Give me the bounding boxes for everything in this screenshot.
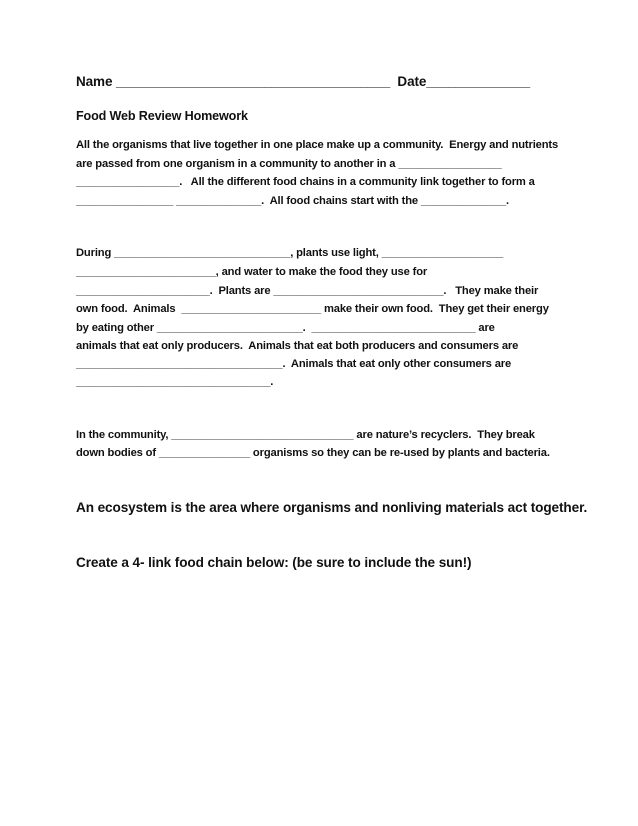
paragraph-line: _________________. All the different food chains in a community link together to form a (76, 176, 535, 188)
worksheet-title: Food Web Review Homework (76, 109, 248, 123)
paragraph-line: During _____________________________, plants use light, ____________________ (76, 247, 504, 259)
paragraph-line: down bodies of _______________ organisms so they can be re-used by plants and bacteria. (76, 447, 550, 459)
food-chain-instruction: Create a 4- link food chain below: (be sure to include the sun!) (76, 555, 472, 570)
paragraph-line: _______________________, and water to make the food they use for (76, 266, 428, 278)
paragraph-line: ________________________________. (76, 376, 274, 388)
paragraph-line: All the organisms that live together in one place make up a community. Energy and nutrients (76, 139, 559, 151)
paragraph-line: ________________ ______________. All food chains start with the ______________. (76, 195, 509, 207)
paragraph-line: by eating other ________________________. ___________________________ are (76, 322, 495, 334)
paragraph-line: ______________________. Plants are ____________________________. They make their (76, 285, 539, 297)
paragraph-line: own food. Animals _______________________ make their own food. They get their energy (76, 303, 549, 315)
name-date-line: Name _____________________________________ Date______________ (76, 74, 530, 89)
paragraph-line: animals that eat only producers. Animals that eat both producers and consumers are (76, 340, 519, 352)
ecosystem-statement: An ecosystem is the area where organisms and nonliving materials act together. (76, 500, 588, 515)
paragraph-line: are passed from one organism in a community to another in a _________________ (76, 158, 502, 170)
paragraph-line: __________________________________. Animals that eat only other consumers are (76, 358, 512, 370)
paragraph-line: In the community, ______________________________ are nature’s recyclers. They break (76, 429, 535, 441)
